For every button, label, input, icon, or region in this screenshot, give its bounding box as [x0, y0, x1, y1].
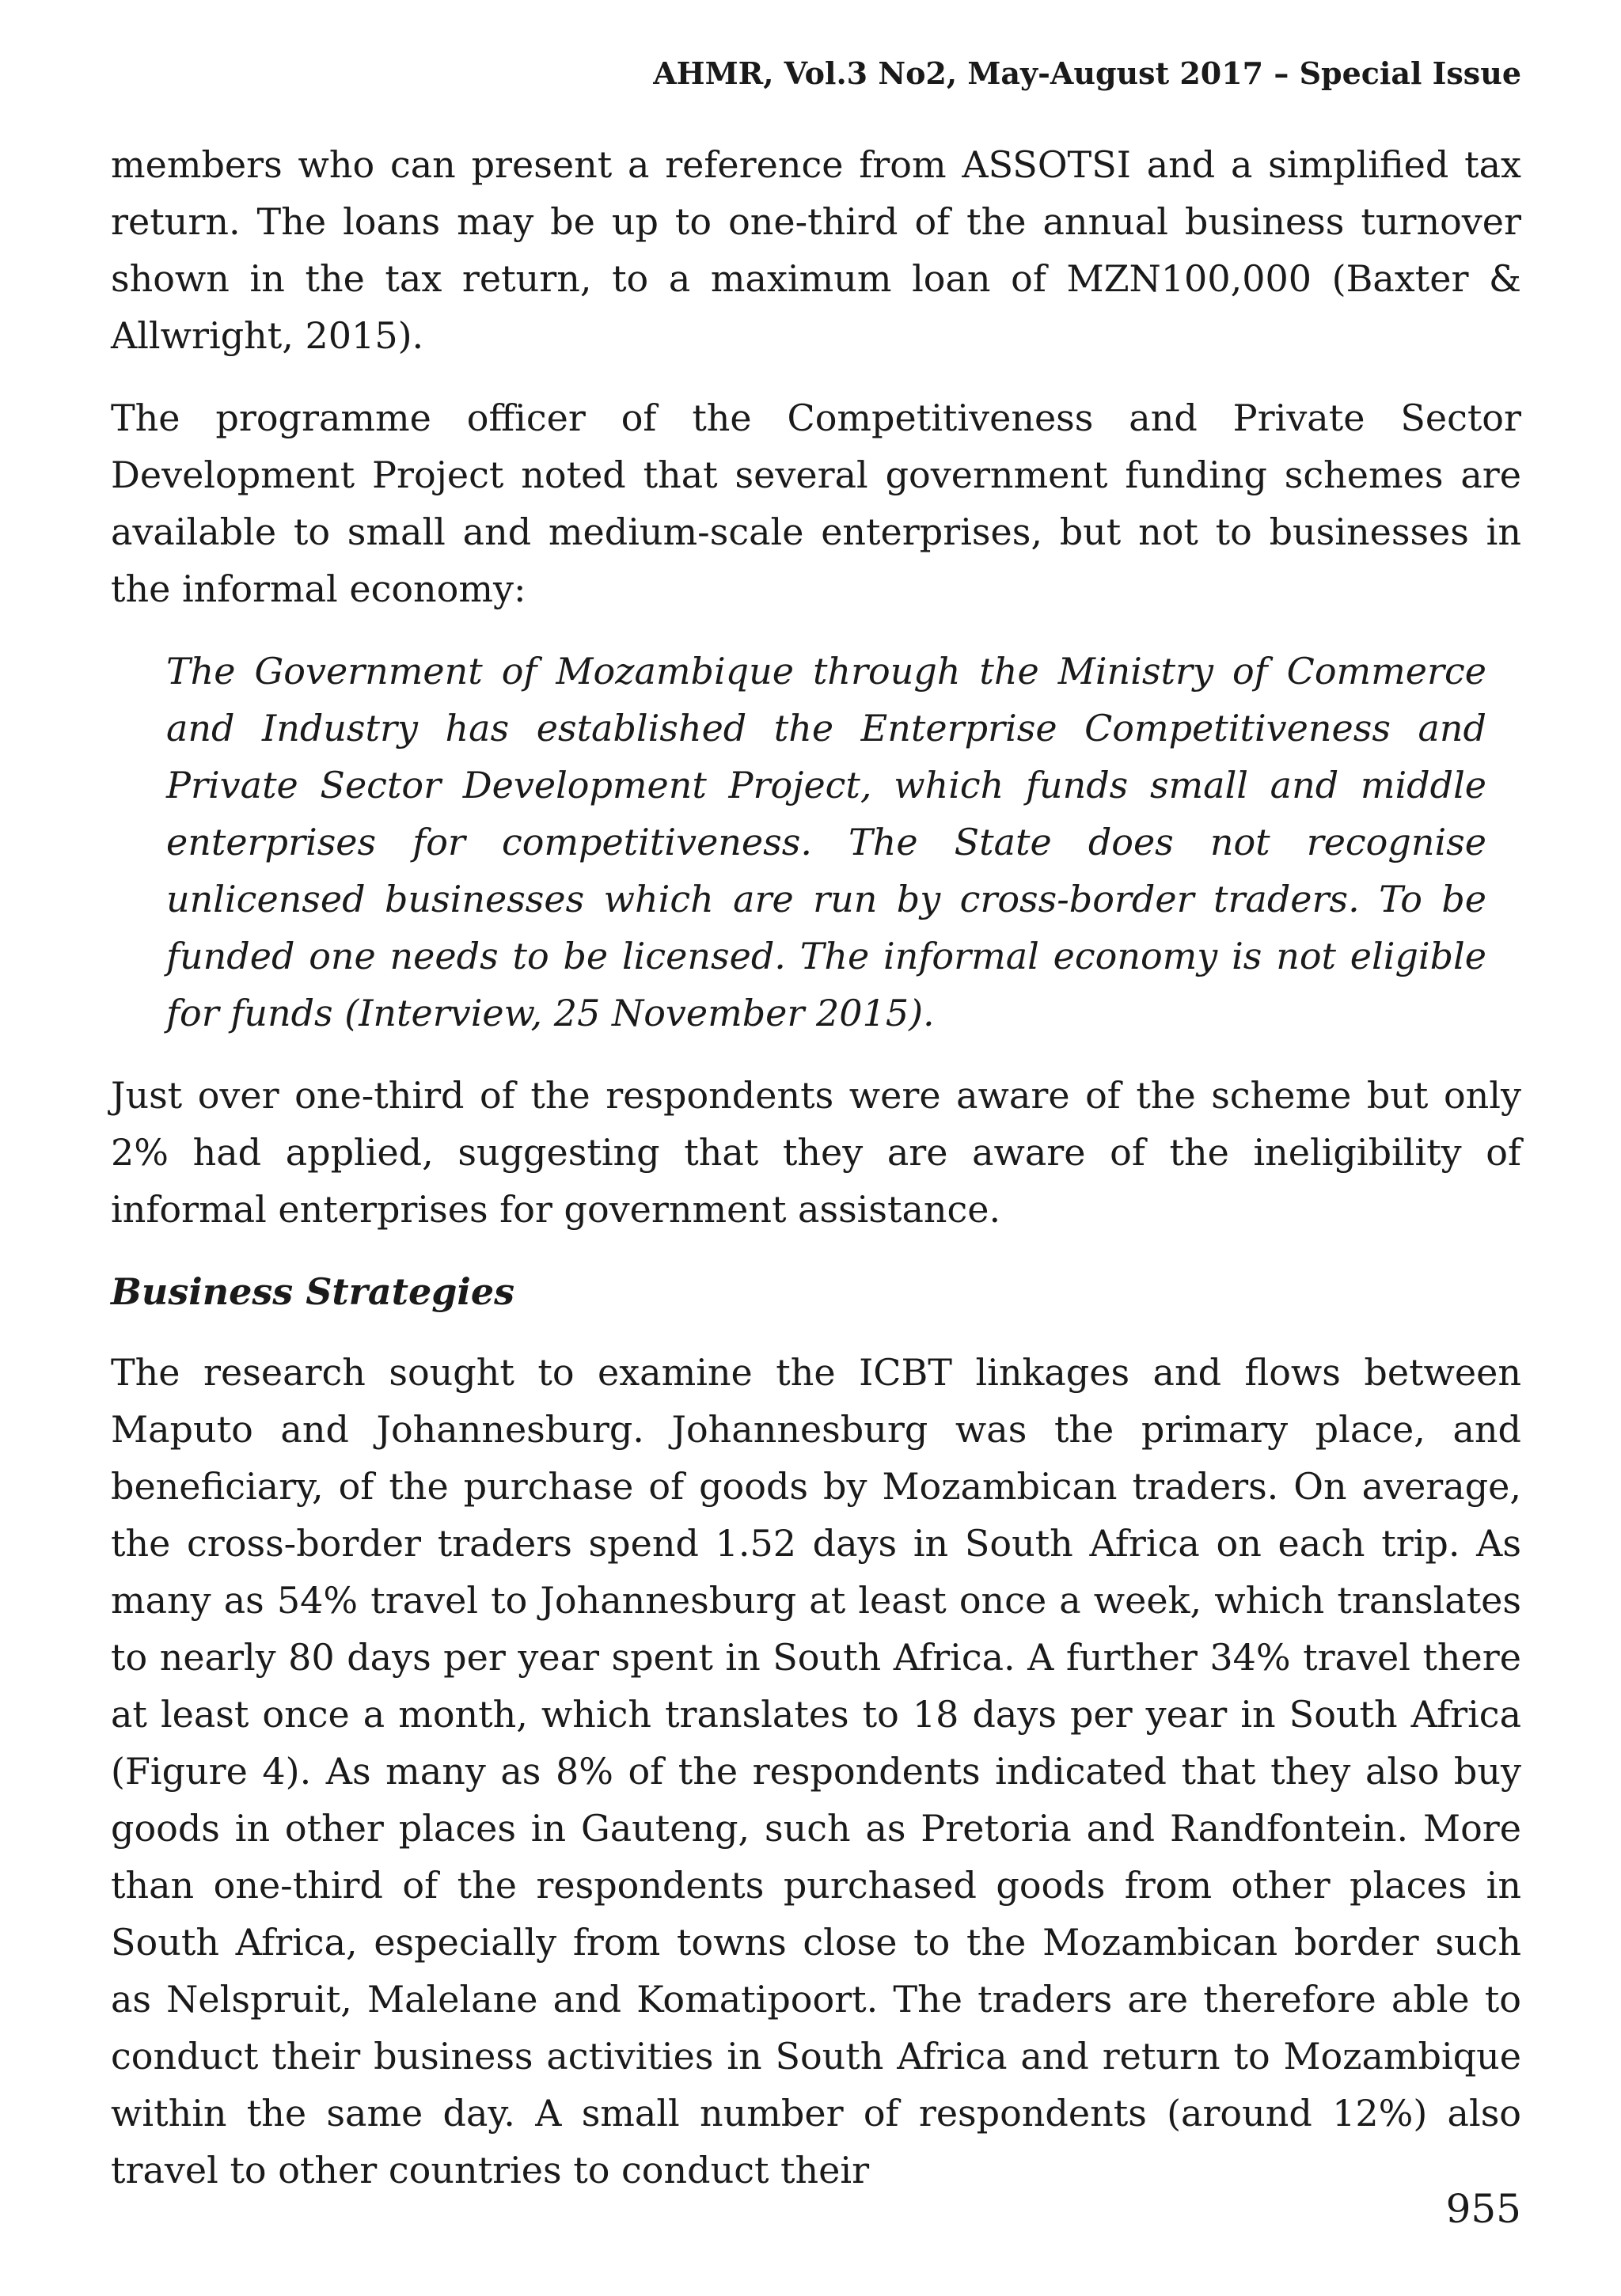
page-number: 955: [1445, 2186, 1521, 2232]
section-heading: Business Strategies: [111, 1270, 515, 1313]
paragraph-business-strategies: The research sought to examine the ICBT linkages and flows between Maputo and Johannesburg. Johannesburg was the primary place, and beneficiary, of the purchase of goods by Mozambican traders. On average, the cross-border traders spend 1.52 days in South Africa on each trip. As many as 54% travel to Johannesburg at least once a week, which translates to nearly 80 days per year spent in South Africa. A further 34% travel there at least once a month, which translates to 18 days per year in South Africa (Figure 4). As many as 8% of the respondents indicated that they also buy goods in other places in Gauteng, such as Pretoria and Randfontein. More than one-third of the respondents purchased goods from other places in South Africa, especially from towns close to the Mozambican border such as Nelspruit, Malelane and Komatipoort. The traders are therefore able to conduct their business activities in South Africa and return to Mozambique within the same day. A small number of respondents (around 12%) also travel to other countries to conduct their: [111, 1351, 1521, 2192]
paragraph-loans: members who can present a reference from ASSOTSI and a simplified tax return. The loans may be up to one-third of the annual business turnover shown in the tax return, to a maximum loan of MZN100,000 (Baxter & Allwright, 2015).: [111, 143, 1521, 357]
block-quote-interview: The Government of Mozambique through the Ministry of Commerce and Industry has established the Enterprise Competitiveness and Private Sector Development Project, which funds small and middle enterprises for competitiveness. The State does not recognise unlicensed businesses which are run by cross-border traders. To be funded one needs to be licensed. The informal economy is not eligible for funds (Interview, 25 November 2015).: [166, 650, 1486, 1034]
paragraph-programme-officer: The programme officer of the Competitiveness and Private Sector Development Project noted that several government funding schemes are available to small and medium-scale enterprises, but not to businesses in the informal economy:: [111, 397, 1521, 610]
page-body: [111, 136, 1521, 2224]
running-header: AHMR, Vol.3 No2, May-August 2017 – Special Issue: [653, 55, 1521, 91]
paragraph-scheme-awareness: Just over one-third of the respondents were aware of the scheme but only 2% had applied, suggesting that they are aware of the ineligibility of informal enterprises for government assistance.: [111, 1074, 1521, 1231]
